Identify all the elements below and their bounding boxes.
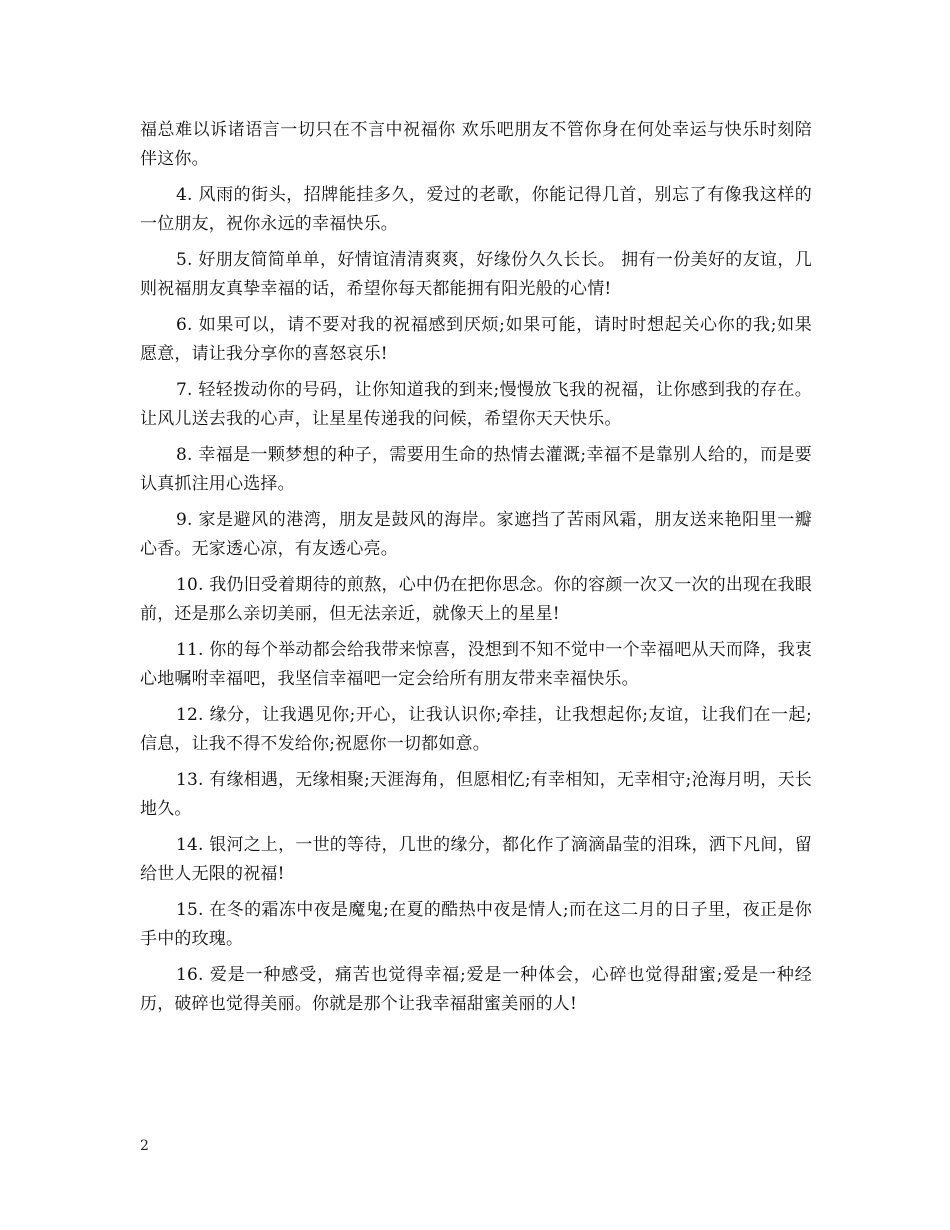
paragraph-14: 14. 银河之上，一世的等待，几世的缘分，都化作了滴滴晶莹的泪珠，洒下凡间，留给世人无限的祝福! (140, 835, 812, 884)
paragraph-8: 8. 幸福是一颗梦想的种子，需要用生命的热情去灌溉;幸福不是靠别人给的，而是要认真抓注用心选择。 (140, 445, 812, 494)
paragraph-6: 6. 如果可以，请不要对我的祝福感到厌烦;如果可能，请时时想起关心你的我;如果愿意，请让我分享你的喜怒哀乐! (140, 315, 812, 364)
paragraph-15: 15. 在冬的霜冻中夜是魔鬼;在夏的酷热中夜是情人;而在这二月的日子里，夜正是你手中的玫瑰。 (140, 900, 812, 949)
paragraph-12: 12. 缘分，让我遇见你;开心，让我认识你;牵挂，让我想起你;友谊，让我们在一起;信息，让我不得不发给你;祝愿你一切都如意。 (140, 705, 812, 754)
document-body (140, 116, 812, 1019)
paragraph-continued: 福总难以诉诸语言一切只在不言中祝福你 欢乐吧朋友不管你身在何处幸运与快乐时刻陪伴这你。 (140, 120, 812, 169)
paragraph-16: 16. 爱是一种感受，痛苦也觉得幸福;爱是一种体会，心碎也觉得甜蜜;爱是一种经历，破碎也觉得美丽。你就是那个让我幸福甜蜜美丽的人! (140, 965, 812, 1014)
paragraph-9: 9. 家是避风的港湾，朋友是鼓风的海岸。家遮挡了苦雨风霜，朋友送来艳阳里一瓣心香。无家透心凉，有友透心亮。 (140, 510, 812, 559)
paragraph-11: 11. 你的每个举动都会给我带来惊喜，没想到不知不觉中一个幸福吧从天而降，我衷心地嘱咐幸福吧，我坚信幸福吧一定会给所有朋友带来幸福快乐。 (140, 640, 812, 689)
paragraph-4: 4. 风雨的街头，招牌能挂多久，爱过的老歌，你能记得几首，别忘了有像我这样的一位朋友，祝你永远的幸福快乐。 (140, 185, 812, 234)
paragraph-7: 7. 轻轻拨动你的号码，让你知道我的到来;慢慢放飞我的祝福，让你感到我的存在。让风儿送去我的心声，让星星传递我的问候，希望你天天快乐。 (140, 380, 812, 429)
paragraph-5: 5. 好朋友简简单单，好情谊清清爽爽，好缘份久久长长。 拥有一份美好的友谊，几则祝福朋友真挚幸福的话，希望你每天都能拥有阳光般的心情! (140, 250, 812, 299)
paragraph-13: 13. 有缘相遇，无缘相聚;天涯海角，但愿相忆;有幸相知，无幸相守;沧海月明，天长地久。 (140, 770, 812, 819)
page-number: 2 (140, 1138, 149, 1154)
paragraph-10: 10. 我仍旧受着期待的煎熬，心中仍在把你思念。你的容颜一次又一次的出现在我眼前，还是那么亲切美丽，但无法亲近，就像天上的星星! (140, 575, 812, 624)
